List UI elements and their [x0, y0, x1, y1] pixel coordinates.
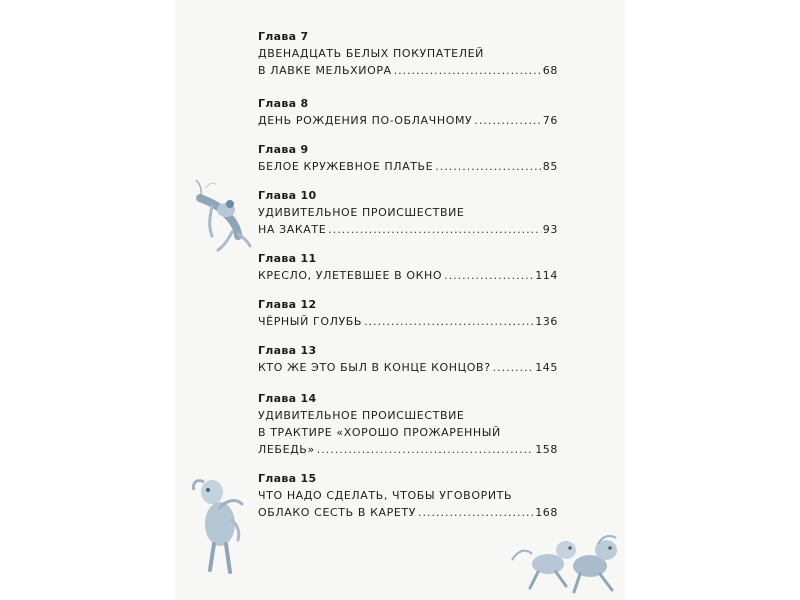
page-number: 136: [535, 315, 558, 328]
chapter-title-line: ДЕНЬ РОЖДЕНИЯ ПО-ОБЛАЧНОМУ: [258, 114, 473, 127]
toc-chapter-8: [258, 96, 558, 142]
toc-entry[interactable]: [258, 359, 558, 377]
chapter-heading: Глава 11: [258, 252, 317, 265]
leaping-dog-illustration: [188, 176, 254, 256]
toc-entry[interactable]: [258, 158, 558, 176]
chapter-title-line: В ТРАКТИРЕ «ХОРОШО ПРОЖАРЕННЫЙ: [258, 426, 501, 439]
dot-leader: [394, 62, 541, 80]
toc-entry[interactable]: [258, 504, 558, 522]
page-number: 168: [535, 506, 558, 519]
chapter-title-line: БЕЛОЕ КРУЖЕВНОЕ ПЛАТЬЕ: [258, 160, 434, 173]
chapter-title-line: НА ЗАКАТЕ: [258, 223, 327, 236]
page-number: 68: [542, 64, 558, 77]
chapter-title-line: УДИВИТЕЛЬНОЕ ПРОИСШЕСТВИЕ: [258, 206, 465, 219]
toc-chapter-15: [258, 471, 558, 531]
toc-chapter-9: [258, 142, 558, 188]
chapter-heading: Глава 7: [258, 30, 309, 43]
running-dogs-illustration: [508, 520, 624, 598]
dot-leader: [328, 221, 541, 239]
page-number: 158: [535, 443, 558, 456]
chapter-heading: Глава 12: [258, 298, 317, 311]
toc-entry[interactable]: [258, 112, 558, 130]
dot-leader: [474, 112, 540, 130]
toc-chapter-10: [258, 188, 558, 251]
chapter-heading: Глава 14: [258, 392, 317, 405]
chapter-heading: Глава 15: [258, 472, 317, 485]
chapter-title-line: ОБЛАКО СЕСТЬ В КАРЕТУ: [258, 506, 417, 519]
page-number: 85: [542, 160, 558, 173]
chapter-title-line: УДИВИТЕЛЬНОЕ ПРОИСШЕСТВИЕ: [258, 409, 465, 422]
chapter-title-line: ЧТО НАДО СДЕЛАТЬ, ЧТОБЫ УГОВОРИТЬ: [258, 489, 513, 502]
toc-chapter-13: [258, 343, 558, 391]
standing-lamb-illustration: [186, 470, 256, 580]
toc-entry[interactable]: [258, 441, 558, 459]
toc-chapter-12: [258, 297, 558, 343]
dot-leader: [444, 267, 533, 285]
page-number: 114: [535, 269, 558, 282]
page-number: 93: [542, 223, 558, 236]
chapter-title-line: В ЛАВКЕ МЕЛЬХИОРА: [258, 64, 392, 77]
dot-leader: [493, 359, 534, 377]
chapter-title-line: ЛЕБЕДЬ»: [258, 443, 315, 456]
toc-chapter-7: [258, 29, 558, 96]
toc-entry[interactable]: [258, 313, 558, 331]
chapter-title-line: КРЕСЛО, УЛЕТЕВШЕЕ В ОКНО: [258, 269, 443, 282]
toc-entry[interactable]: [258, 221, 558, 239]
page-number: 76: [542, 114, 558, 127]
chapter-heading: Глава 13: [258, 344, 317, 357]
chapter-title-line: ЧЁРНЫЙ ГОЛУБЬ: [258, 315, 363, 328]
dot-leader: [435, 158, 541, 176]
chapter-heading: Глава 8: [258, 97, 309, 110]
chapter-title-line: ДВЕНАДЦАТЬ БЕЛЫХ ПОКУПАТЕЛЕЙ: [258, 47, 484, 60]
dot-leader: [317, 441, 533, 459]
toc-chapter-11: [258, 251, 558, 297]
chapter-heading: Глава 9: [258, 143, 309, 156]
toc-entry[interactable]: [258, 62, 558, 80]
chapter-title-line: КТО ЖЕ ЭТО БЫЛ В КОНЦЕ КОНЦОВ?: [258, 361, 491, 374]
toc-entry[interactable]: [258, 267, 558, 285]
chapter-heading: Глава 10: [258, 189, 317, 202]
page-number: 145: [535, 361, 558, 374]
toc-chapter-14: [258, 391, 558, 471]
dot-leader: [418, 504, 533, 522]
table-of-contents: [258, 29, 558, 531]
dot-leader: [364, 313, 533, 331]
